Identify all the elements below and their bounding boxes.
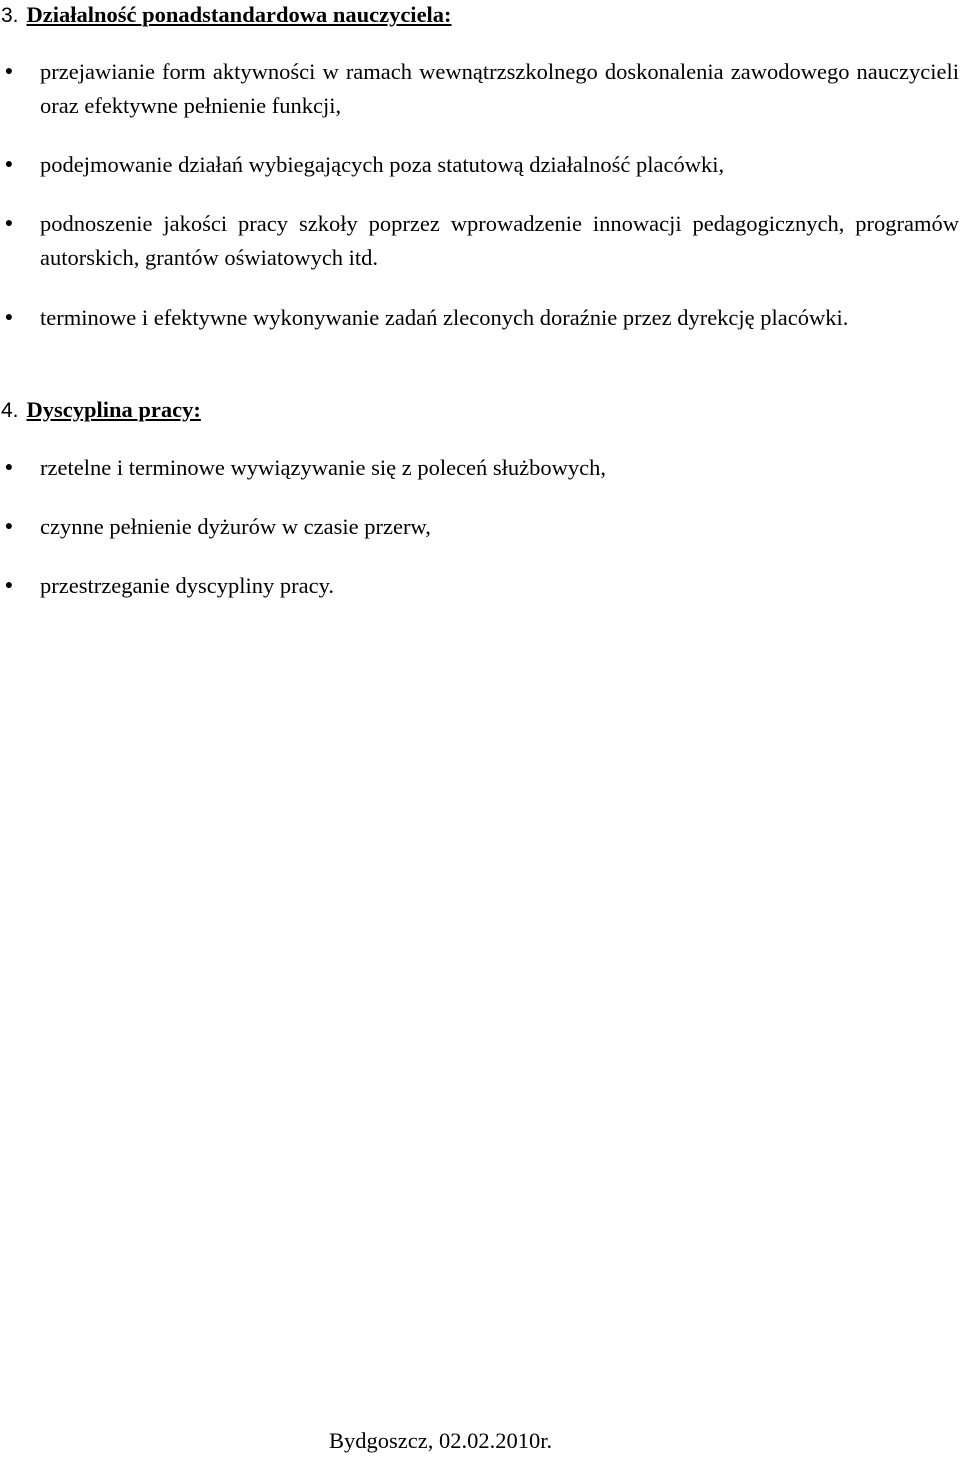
list-item <box>0 510 960 544</box>
place-date-footer: Bydgoszcz, 02.02.2010r. <box>329 1428 553 1453</box>
bullet-dot-icon: ● <box>4 460 14 475</box>
section-3-title: Działalność ponadstandardowa nauczyciela: <box>26 2 452 27</box>
list-item-text: terminowe i efektywne wykonywanie zadań zleconych doraźnie przez dyrekcję placówki. <box>40 305 849 330</box>
list-item <box>0 148 960 182</box>
list-item <box>0 207 960 275</box>
section-4-title: Dyscyplina pracy: <box>26 397 201 422</box>
bullet-dot-icon: ● <box>4 519 14 534</box>
list-item-text: podnoszenie jakości pracy szkoły poprzez wprowadzenie innowacji pedagogicznych, programów autorskich, grantów oświatowych itd. <box>40 211 959 270</box>
section-4-heading <box>1 393 201 428</box>
bullet-dot-icon: ● <box>4 310 14 325</box>
list-item-text: przestrzeganie dyscypliny pracy. <box>40 573 335 598</box>
list-item <box>0 55 960 123</box>
list-item-text: rzetelne i terminowe wywiązywanie się z poleceń służbowych, <box>40 455 607 480</box>
bullet-dot-icon: ● <box>4 64 14 79</box>
list-item-text: przejawianie form aktywności w ramach wewnątrzszkolnego doskonalenia zawodowego nauczycieli oraz efektywne pełnienie funkcji, <box>40 59 959 118</box>
list-item-text: czynne pełnienie dyżurów w czasie przerw, <box>40 514 431 539</box>
list-item <box>0 301 960 335</box>
list-item <box>0 569 960 603</box>
bullet-dot-icon: ● <box>4 578 14 593</box>
section-4-number: 4. <box>1 399 19 422</box>
list-item-text: podejmowanie działań wybiegających poza statutową działalność placówki, <box>40 152 725 177</box>
section-3-heading <box>1 0 452 33</box>
list-item <box>0 451 960 485</box>
bullet-dot-icon: ● <box>4 157 14 172</box>
bullet-dot-icon: ● <box>4 216 14 231</box>
section-3-number: 3. <box>1 4 19 27</box>
